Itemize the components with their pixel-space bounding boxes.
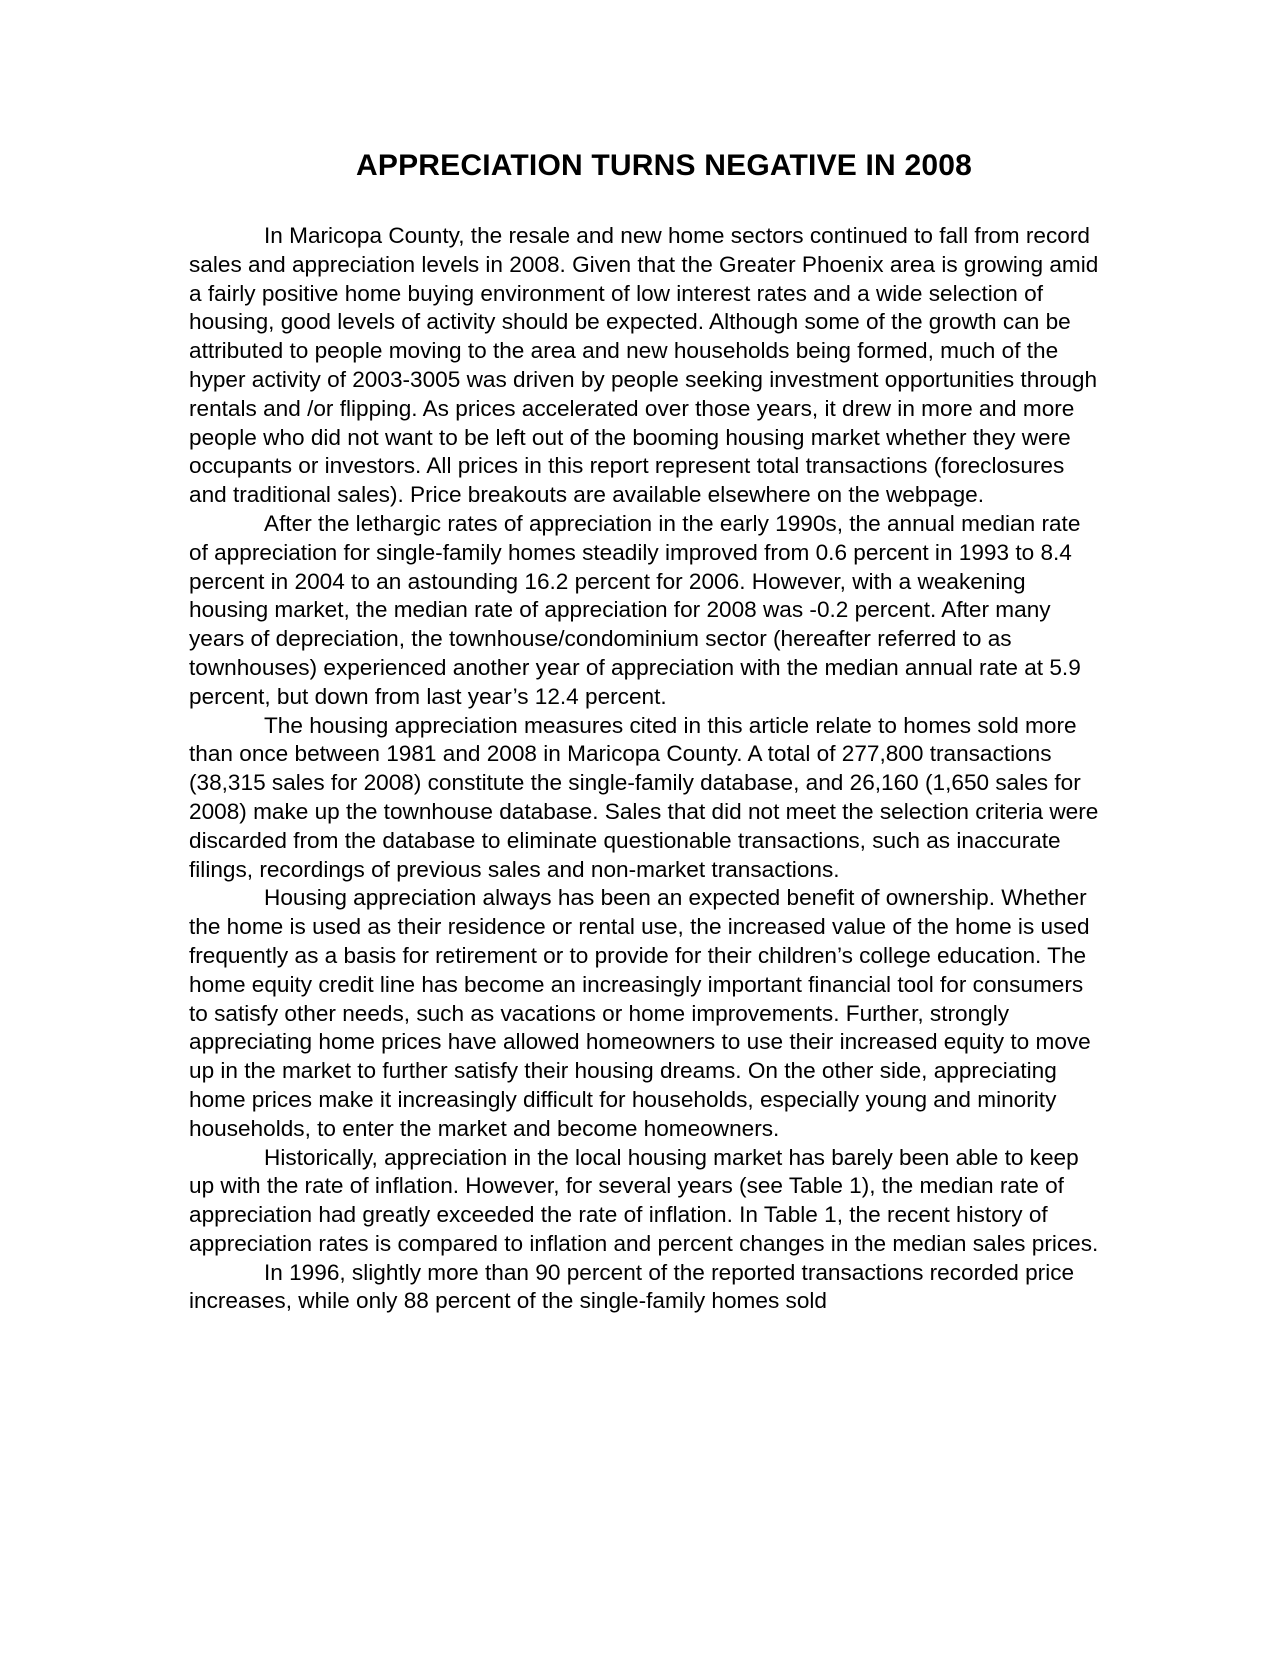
paragraph-6: In 1996, slightly more than 90 percent of the reported transactions recorded price increases, while only 88 percent of the single-family homes sold	[189, 1259, 1075, 1314]
document-page	[189, 148, 1099, 1316]
document-body	[189, 222, 1099, 1316]
document-title: APPRECIATION TURNS NEGATIVE IN 2008	[356, 149, 972, 182]
paragraph-3: The housing appreciation measures cited in this article relate to homes sold more than once between 1981 and 2008 in Maricopa County. A total of 277,800 transactions (38,315 sales for 2008) constitute the single-family database, and 26,160 (1,650 sales for 2008) make up the townhouse database. Sales that did not meet the selection criteria were discarded from the database to eliminate questionable transactions, such as inaccurate filings, recordings of previous sales and non-market transactions.	[189, 712, 1099, 882]
paragraph-5: Historically, appreciation in the local housing market has barely been able to keep up with the rate of inflation. However, for several years (see Table 1), the median rate of appreciation had greatly exceeded the rate of inflation. In Table 1, the recent history of appreciation rates is compared to inflation and percent changes in the median sales prices.	[189, 1144, 1099, 1256]
paragraph-2: After the lethargic rates of appreciation in the early 1990s, the annual median rate of appreciation for single-family homes steadily improved from 0.6 percent in 1993 to 8.4 percent in 2004 to an astounding 16.2 percent for 2006. However, with a weakening housing market, the median rate of appreciation for 2008 was -0.2 percent. After many years of depreciation, the townhouse/condominium sector (hereafter referred to as townhouses) experienced another year of appreciation with the median annual rate at 5.9 percent, but down from last year’s 12.4 percent.	[189, 510, 1081, 709]
paragraph-4: Housing appreciation always has been an expected benefit of ownership. Whether the home is used as their residence or rental use, the increased value of the home is used frequently as a basis for retirement or to provide for their children’s college education. The home equity credit line has become an increasingly important financial tool for consumers to satisfy other needs, such as vacations or home improvements. Further, strongly appreciating home prices have allowed homeowners to use their increased equity to move up in the market to further satisfy their housing dreams. On the other side, appreciating home prices make it increasingly difficult for households, especially young and minority households, to enter the market and become homeowners.	[189, 885, 1091, 1141]
paragraph-1: In Maricopa County, the resale and new home sectors continued to fall from record sales and appreciation levels in 2008. Given that the Greater Phoenix area is growing amid a fairly positive home buying environment of low interest rates and a wide selection of housing, good levels of activity should be expected. Although some of the growth can be attributed to people moving to the area and new households being formed, much of the hyper activity of 2003-3005 was driven by people seeking investment opportunities through rentals and /or flipping. As prices accelerated over those years, it drew in more and more people who did not want to be left out of the booming housing market whether they were occupants or investors. All prices in this report represent total transactions (foreclosures and traditional sales). Price breakouts are available elsewhere on the webpage.	[189, 223, 1099, 508]
